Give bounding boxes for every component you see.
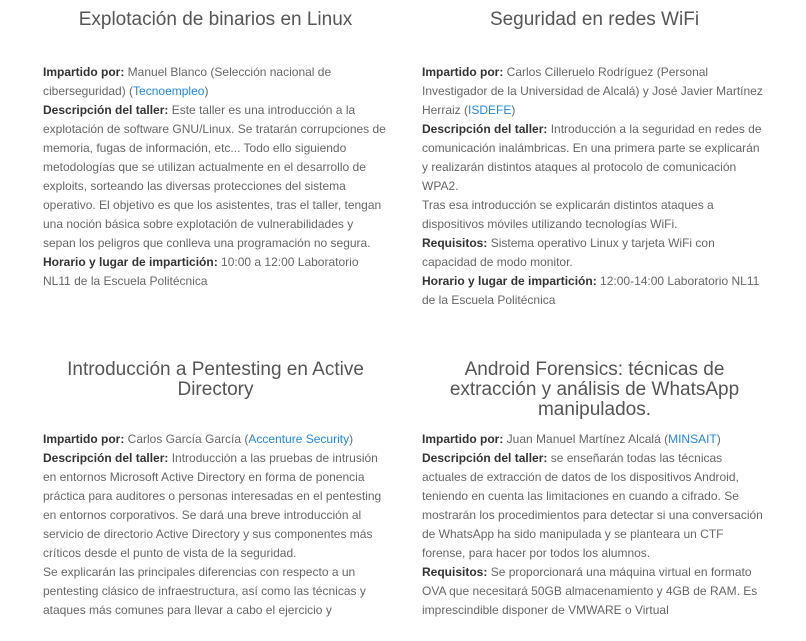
instructor-label: Impartido por: [43, 65, 125, 79]
schedule-text: 12:00-14:00 Laboratorio NL11 de la Escuela Politécnica [422, 274, 760, 307]
description-extra: Se explicarán las principales diferencias con respecto a un pentesting clásico de infraestructura, así como las técnicas y ataques más comunes para llevar a cabo el ejercicio y [43, 565, 366, 617]
requirements-line [422, 563, 767, 620]
workshop-card [43, 357, 388, 620]
workshop-body [43, 63, 388, 291]
schedule-line [422, 272, 767, 310]
workshop-card [422, 7, 767, 310]
workshop-body [422, 430, 767, 620]
workshop-title: Introducción a Pentesting en Active Directory [67, 359, 364, 400]
description-line [422, 120, 767, 196]
org-suffix: ) [204, 84, 209, 98]
requirements-line [422, 234, 767, 272]
org-suffix: ) [716, 432, 721, 446]
description-extra: Tras esa introducción se explicarán distintos ataques a dispositivos móviles utilizando tecnologías WiFi. [422, 198, 714, 231]
description-text: Este taller es una introducción a la explotación de software GNU/Linux. Se tratarán corrupciones de memoria, fugas de información, etc... Todo ello siguiendo metodologías que se utilizan actualmente en el desarrollo de exploits, sorteando las diversas protecciones del sistema operativo. El objetivo es que los asistentes, tras el taller, tengan una noción básica sobre explotación de vulnerabilidades y sepan los peligros que conlleva una programación no segura. [43, 103, 386, 250]
workshop-card [422, 357, 767, 620]
instructor-label: Impartido por: [43, 432, 125, 446]
schedule-label: Horario y lugar de impartición: [43, 255, 218, 269]
requirements-text: Sistema operativo Linux y tarjeta WiFi con capacidad de modo monitor. [422, 236, 715, 269]
org-suffix: ) [349, 432, 354, 446]
description-label: Descripción del taller: [422, 451, 548, 465]
instructor-text: Carlos García García ( [127, 432, 249, 446]
description-text: Introducción a la seguridad en redes de comunicación inalámbricas. En una primera parte se explicarán y realizarán distintos ataques al protocolo de comunicación WPA2. [422, 122, 762, 193]
instructor-label: Impartido por: [422, 65, 504, 79]
description-text: se enseñarán todas las técnicas actuales de extracción de datos de los dispositivos Android, teniendo en cuenta las limitaciones en cuando a cifrado. Se mostrarán los procedimientos para detectar si una conversación de WhatsApp ha sido manipulada y se planteara un CTF forense, para hacer por todos los alumnos. [422, 451, 763, 560]
org-suffix: ) [511, 103, 516, 117]
description-line [43, 101, 388, 253]
workshop-body [43, 430, 388, 620]
instructor-text: Carlos Cilleruelo Rodríguez (Personal Investigador de la Universidad de Alcalá) y José Javier Martínez Herraiz ( [422, 65, 763, 117]
description-line [43, 449, 388, 563]
workshop-card [43, 7, 388, 291]
org-link[interactable]: MINSAIT [668, 432, 717, 446]
requirements-label: Requisitos: [422, 565, 488, 579]
schedule-line [43, 253, 388, 291]
instructor-line [43, 63, 388, 101]
instructor-line [422, 430, 767, 449]
workshop-title: Explotación de binarios en Linux [78, 9, 353, 30]
org-link[interactable]: Tecnoempleo [133, 84, 205, 98]
org-link[interactable]: ISDEFE [468, 103, 512, 117]
instructor-line [43, 430, 388, 449]
workshop-title: Android Forensics: técnicas de extracción y análisis de WhatsApp manipulados. [449, 359, 740, 420]
schedule-label: Horario y lugar de impartición: [422, 274, 597, 288]
description-line [422, 449, 767, 563]
description-label: Descripción del taller: [422, 122, 548, 136]
instructor-label: Impartido por: [422, 432, 504, 446]
requirements-text: Se proporcionará una máquina virtual en formato OVA que necesitará 50GB almacenamiento y 4GB de RAM. Es imprescindible disponer de VMWARE o Virtual [422, 565, 758, 617]
org-link[interactable]: Accenture Security [248, 432, 350, 446]
requirements-label: Requisitos: [422, 236, 488, 250]
description-label: Descripción del taller: [43, 451, 169, 465]
schedule-text: 10:00 a 12:00 Laboratorio NL11 de la Escuela Politécnica [43, 255, 359, 288]
description-text: Introducción a las pruebas de intrusión en entornos Microsoft Active Directory en forma de ponencia práctica para auditores o personas interesadas en el pentesting en entornos corporativos. Se dará una breve introducción al servicio de directorio Active Directory y sus componentes más críticos desde el punto de vista de la seguridad. [43, 451, 382, 560]
workshop-body [422, 63, 767, 310]
instructor-text: Manuel Blanco (Selección nacional de ciberseguridad) ( [43, 65, 332, 98]
workshop-title: Seguridad en redes WiFi [489, 9, 700, 30]
instructor-text: Juan Manuel Martínez Alcalá ( [506, 432, 669, 446]
instructor-line [422, 63, 767, 120]
description-label: Descripción del taller: [43, 103, 169, 117]
